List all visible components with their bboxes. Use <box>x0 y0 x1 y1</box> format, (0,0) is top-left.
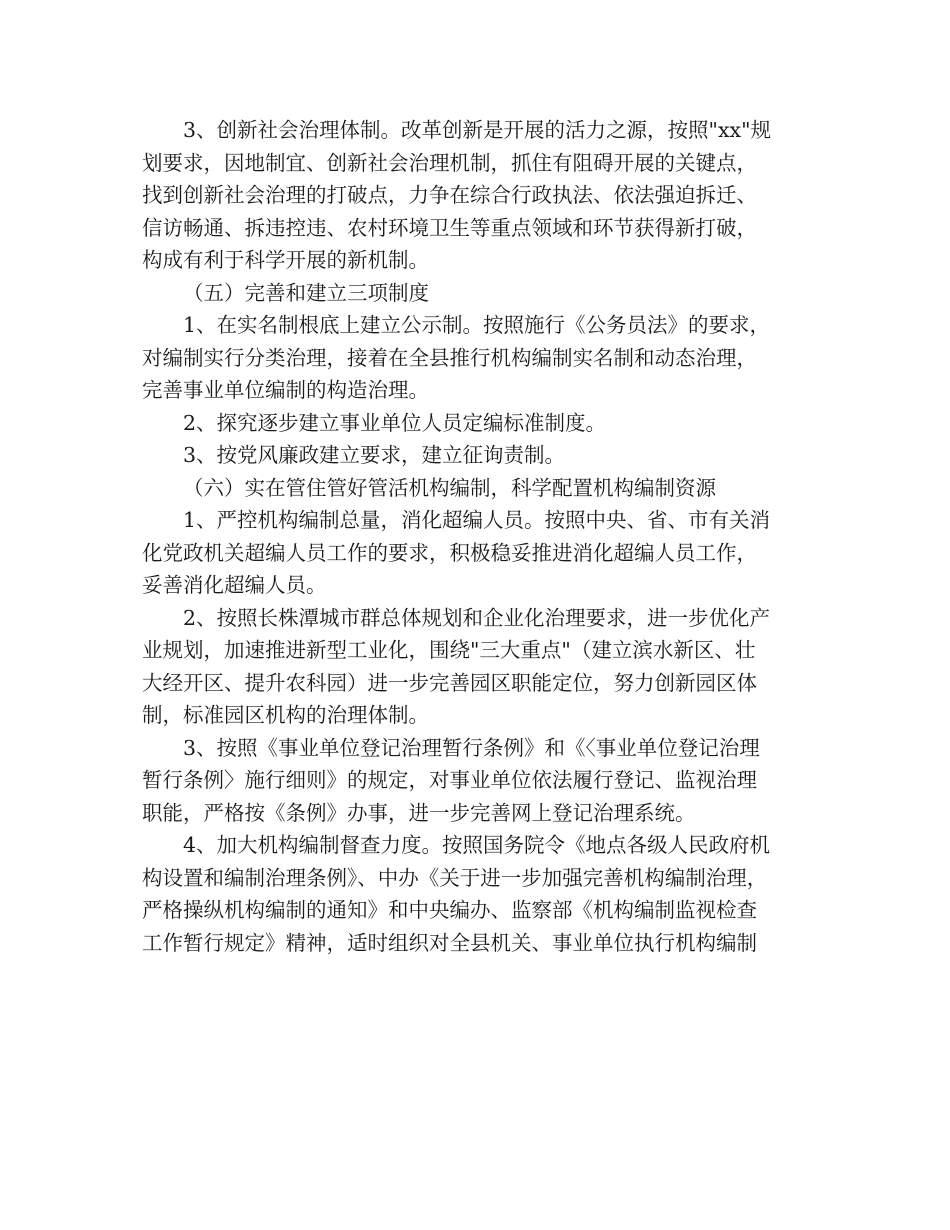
text-line: 业规划，加速推进新型工业化，围绕"三大重点"（建立滨水新区、壮 <box>142 638 756 662</box>
text-line: 工作暂行规定》精神，适时组织对全县机关、事业单位执行机构编制 <box>142 930 757 955</box>
text-line: 信访畅通、拆违控违、农村环境卫生等重点领域和环节获得新打破， <box>142 215 757 240</box>
text-line: 化党政机关超编人员工作的要求，积极稳妥推进消化超编人员工作， <box>142 540 757 565</box>
text-line: 职能，严格按《条例》办事，进一步完善网上登记治理系统。 <box>142 800 696 825</box>
text-line: 制，标准园区机构的治理体制。 <box>142 703 429 727</box>
text-line: 3、按照《事业单位登记治理暂行条例》和《〈事业单位登记治理 <box>183 735 760 760</box>
text-line: 构设置和编制治理条例》、中办《关于进一步加强完善机构编制治理， <box>142 865 768 890</box>
text-line: 划要求，因地制宜、创新社会治理机制，抓住有阻碍开展的关键点， <box>142 150 757 175</box>
text-line: 1、在实名制根底上建立公示制。按照施行《公务员法》的要求， <box>183 313 771 337</box>
text-line: 妥善消化超编人员。 <box>142 573 327 597</box>
text-line: 暂行条例〉施行细则》的规定，对事业单位依法履行登记、监视治理 <box>142 768 757 792</box>
text-line: 构成有利于科学开展的新机制。 <box>142 248 429 272</box>
text-line: 对编制实行分类治理，接着在全县推行机构编制实名制和动态治理， <box>142 345 757 370</box>
text-line: 3、按党风廉政建立要求，建立征询责制。 <box>183 443 566 467</box>
text-line: 4、加大机构编制督查力度。按照国务院令《地点各级人民政府机 <box>183 833 771 857</box>
document-body <box>142 114 812 959</box>
text-line: 2、探究逐步建立事业单位人员定编标准制度。 <box>183 410 607 435</box>
section-heading: （五）完善和建立三项制度 <box>183 280 429 305</box>
text-line: 大经开区、提升农科园）进一步完善园区职能定位，努力创新园区体 <box>142 670 757 695</box>
text-line: 2、按照长株潭城市群总体规划和企业化治理要求，进一步优化产 <box>183 605 771 630</box>
text-line: 1、严控机构编制总量，消化超编人员。按照中央、省、市有关消 <box>183 508 771 532</box>
text-line: 3、创新社会治理体制。改革创新是开展的活力之源，按照"xx"规 <box>183 118 772 142</box>
section-heading: （六）实在管住管好管活机构编制，科学配置机构编制资源 <box>183 475 716 500</box>
text-line: 严格操纵机构编制的通知》和中央编办、监察部《机构编制监视检查 <box>142 898 757 922</box>
text-line: 找到创新社会治理的打破点，力争在综合行政执法、依法强迫拆迁、 <box>142 183 757 207</box>
text-line: 完善事业单位编制的构造治理。 <box>142 378 429 402</box>
